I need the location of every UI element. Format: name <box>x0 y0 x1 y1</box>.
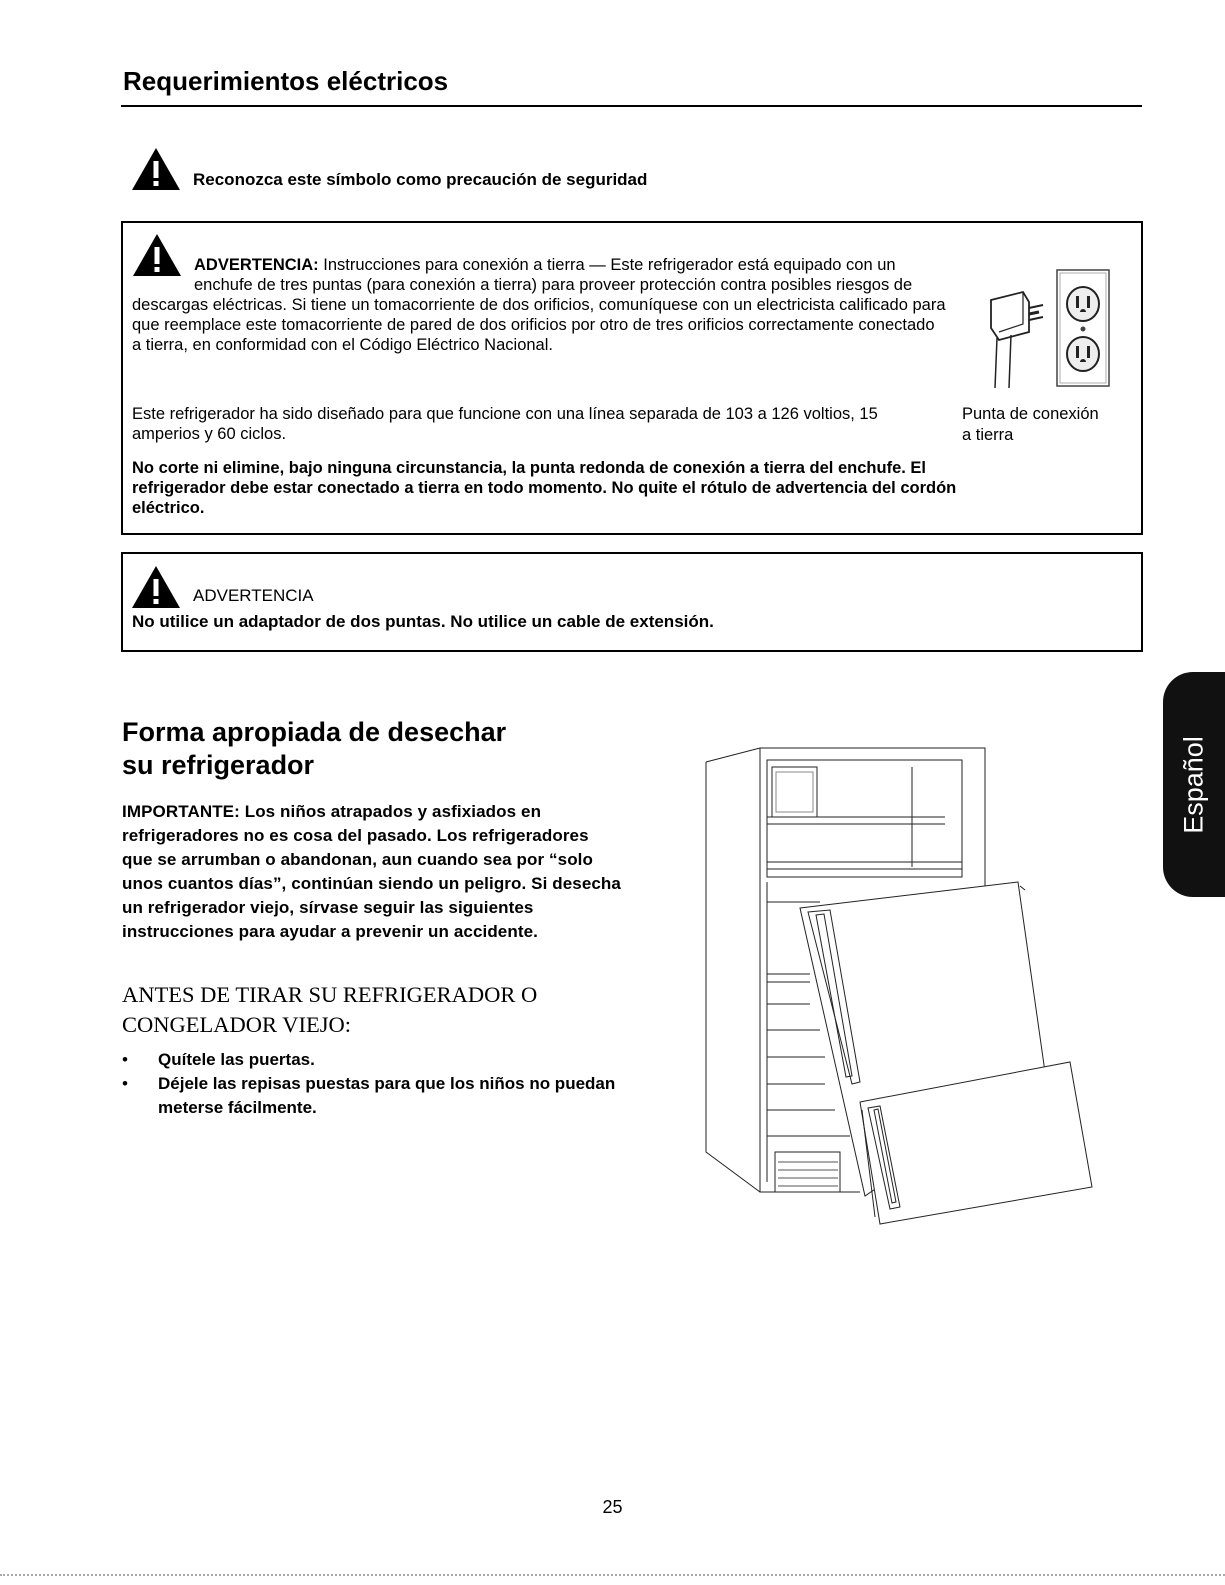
warning-label: ADVERTENCIA: <box>194 256 319 274</box>
before-disposal-heading <box>122 980 622 1040</box>
plug-figure-caption <box>962 404 1099 446</box>
safety-symbol-text: Reconozca este símbolo como precaución de seguridad <box>193 170 648 189</box>
title-line-1: Forma apropiada de desechar <box>122 717 507 747</box>
list-item-text: Déjele las repisas puestas para que los niños no puedan meterse fácilmente. <box>158 1074 616 1117</box>
page-number: 25 <box>602 1497 623 1517</box>
heading-line-1: ANTES DE TIRAR SU REFRIGERADOR O <box>122 982 538 1007</box>
caption-line-2: a tierra <box>962 426 1014 444</box>
title-underline <box>121 105 1142 107</box>
warning-triangle-icon <box>131 565 181 609</box>
list-item <box>122 1072 622 1120</box>
voltage-requirements-text: Este refrigerador ha sido diseñado para que funcione con una línea separada de 103 a 126 voltios, 15 amperios y 60 ciclos. <box>132 405 878 443</box>
bullet-icon: • <box>122 1050 128 1069</box>
safety-symbol-row <box>131 147 647 191</box>
section-title-disposal <box>122 716 642 782</box>
title-line-2: su refrigerador <box>122 750 315 780</box>
grounded-plug-illustration <box>983 262 1113 394</box>
adapter-warning-text: No utilice un adaptador de dos puntas. No utilice un cable de extensión. <box>132 612 714 631</box>
warning-label: ADVERTENCIA <box>193 586 314 605</box>
language-tab-label: Español <box>1178 735 1209 834</box>
refrigerator-doors-removed-illustration <box>700 712 1100 1227</box>
language-tab <box>1163 672 1225 897</box>
bullet-icon: • <box>122 1074 128 1093</box>
section-title-electrical: Requerimientos eléctricos <box>123 66 449 96</box>
grounding-warning-paragraph <box>132 233 947 355</box>
grounding-instructions-text: Instrucciones para conexión a tierra — Este refrigerador está equipado con un enchufe de tres puntas (para conexión a tierra) para proveer protección contra posibles riesgos de descargas eléctricas. Si tiene un tomacorriente de dos orificios, comuníquese con un electricista calificado para que reemplace este tomacorriente de pared de dos orificios por otro de tres orificios correctamente conectado a tierra, en conformidad con el Código Eléctrico Nacional. <box>132 256 946 354</box>
page-bottom-edge <box>0 1574 1225 1578</box>
list-item <box>122 1048 622 1072</box>
do-not-cut-ground-text: No corte ni elimine, bajo ninguna circunstancia, la punta redonda de conexión a tierra del enchufe. El refrigerador debe estar conectado a tierra en todo momento. No quite el rótulo de advertencia del cordón eléctrico. <box>132 459 957 517</box>
important-notice: IMPORTANTE: Los niños atrapados y asfixiados en refrigeradores no es cosa del pasado. Los refrigeradores que se arrumban o abandonan, aun cuando sea por “solo unos cuantos días”, continúan siendo un peligro. Si desecha un refrigerador viejo, sírvase seguir las siguientes instrucciones para ayudar a prevenir un accidente. <box>122 802 621 941</box>
disposal-steps-list <box>122 1048 622 1120</box>
warning-triangle-icon <box>132 233 182 277</box>
warning-triangle-icon <box>131 147 181 191</box>
heading-line-2: CONGELADOR VIEJO: <box>122 1012 351 1037</box>
caption-line-1: Punta de conexión <box>962 405 1099 423</box>
list-item-text: Quítele las puertas. <box>158 1050 315 1069</box>
